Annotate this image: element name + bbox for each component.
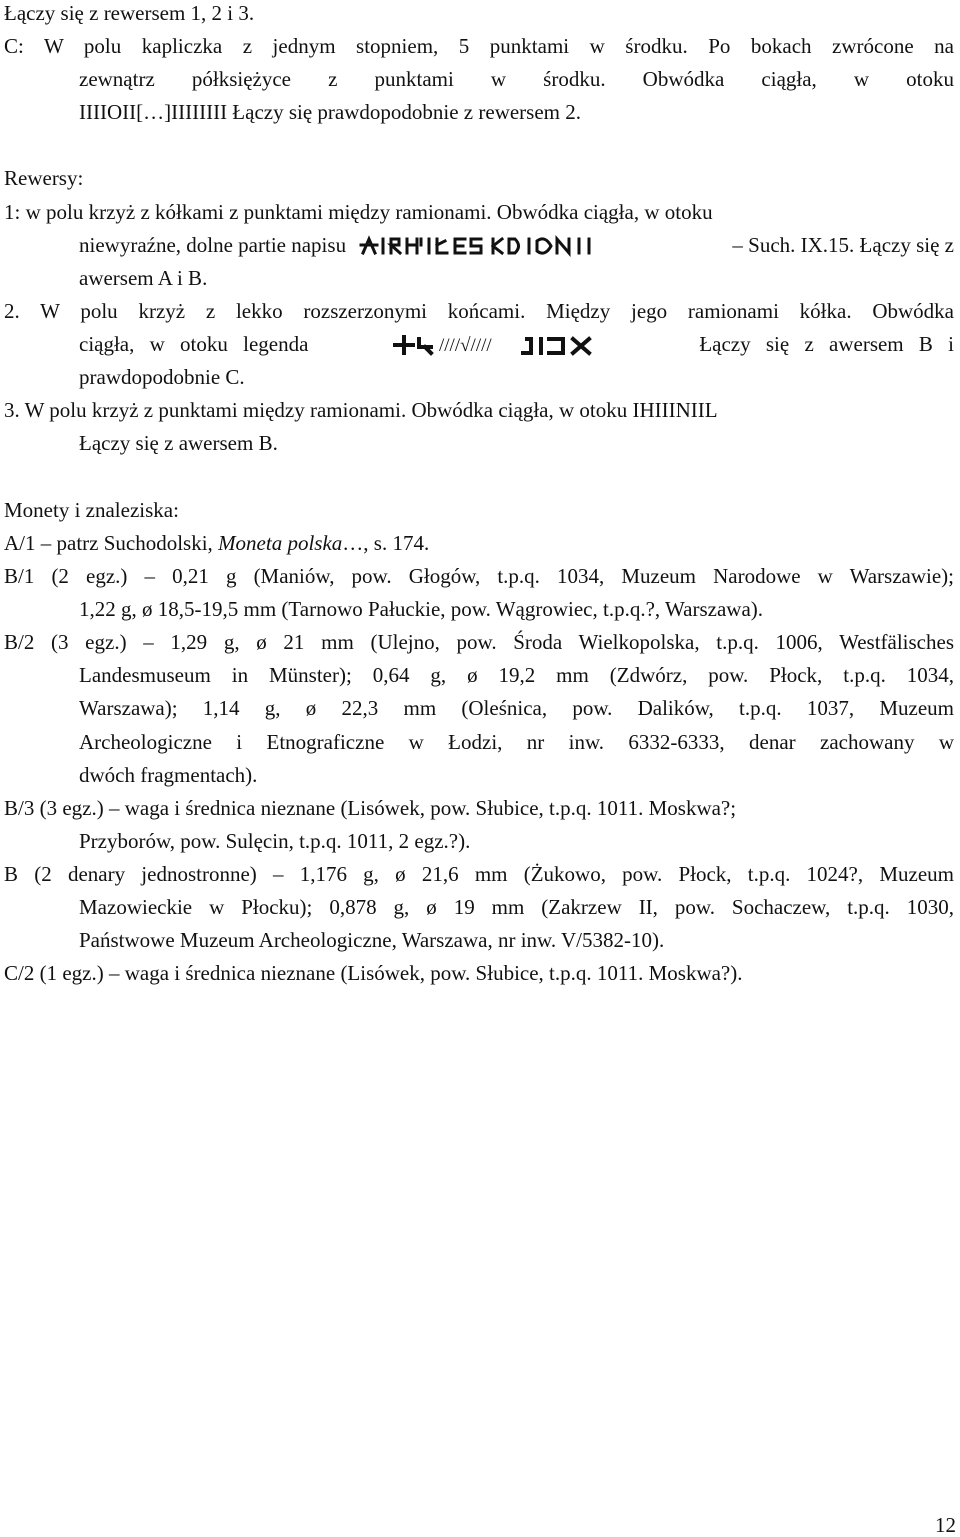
rewers-2-text-b: Łączy się z awersem B i — [699, 332, 954, 356]
rewers-1-line-2 — [79, 232, 954, 258]
rewers-2-line-3: prawdopodobnie C. — [79, 365, 245, 389]
intro-line-3: zewnątrz półksiężyce z punktami w środku. Obwódka ciągła, w otoku — [79, 67, 954, 91]
page-number: 12 — [935, 1513, 956, 1537]
monety-b2-line-5: dwóch fragmentach). — [79, 763, 258, 787]
legend-glyph-icon — [359, 233, 619, 257]
rewers-1-text-a: niewyraźne, dolne partie napisu — [79, 233, 347, 257]
monety-b2-line-4: Archeologiczne i Etnograficzne w Łodzi, nr inw. 6332-6333, denar zachowany w — [79, 730, 954, 754]
intro-line-1: Łączy się z rewersem 1, 2 i 3. — [4, 1, 255, 25]
intro-line-4: IIIIOII[…]IIIIIIII Łączy się prawdopodobnie z rewersem 2. — [79, 100, 582, 124]
monety-b1-line-1: B/1 (2 egz.) – 0,21 g (Maniów, pow. Głogów, t.p.q. 1034, Muzeum Narodowe w Warszawie); — [4, 564, 954, 588]
rewers-3-line-1: 3. W polu krzyż z punktami między ramionami. Obwódka ciągła, w otoku IHIIINIIL — [4, 398, 718, 422]
monety-b2-line-2: Landesmuseum in Münster); 0,64 g, ø 19,2 mm (Zdwórz, pow. Płock, t.p.q. 1034, — [79, 663, 954, 687]
monety-b-line-2: Mazowieckie w Płocku); 0,878 g, ø 19 mm (Zakrzew II, pow. Sochaczew, t.p.q. 1030, — [79, 895, 954, 919]
rewers-2-text-a: ciągła, w otoku legenda — [79, 332, 309, 356]
monety-a1-title: Moneta polska — [218, 531, 343, 555]
monety-b3-line-1: B/3 (3 egz.) – waga i średnica nieznane (Lisówek, pow. Słubice, t.p.q. 1011. Moskwa?; — [4, 796, 737, 820]
rewers-2-line-2 — [79, 331, 954, 357]
rewers-3-line-2: Łączy się z awersem B. — [79, 431, 278, 455]
rewers-1-line-1: 1: w polu krzyż z kółkami z punktami między ramionami. Obwódka ciągła, w otoku — [4, 200, 713, 224]
rewers-1-text-b: – Such. IX.15. Łączy się z — [732, 233, 954, 257]
monety-a1 — [4, 530, 429, 556]
rewersy-heading: Rewersy: — [4, 166, 84, 190]
rewers-1-line-3: awersem A i B. — [79, 266, 208, 290]
monety-b-line-3: Państwowe Muzeum Archeologiczne, Warszawa, nr inw. V/5382-10). — [79, 928, 665, 952]
rewers-2-line-1: 2. W polu krzyż z lekko rozszerzonymi końcami. Między jego ramionami kółka. Obwódka — [4, 299, 954, 323]
monety-b-line-1: B (2 denary jednostronne) – 1,176 g, ø 21,6 mm (Żukowo, pow. Płock, t.p.q. 1024?, Muzeum — [4, 862, 954, 886]
monety-heading: Monety i znaleziska: — [4, 498, 179, 522]
intro-line-2: C: W polu kapliczka z jednym stopniem, 5 punktami w środku. Po bokach zwrócone na — [4, 34, 954, 58]
monety-b1-line-2: 1,22 g, ø 18,5-19,5 mm (Tarnowo Pałuckie, pow. Wągrowiec, t.p.q.?, Warszawa). — [79, 597, 764, 621]
monety-b3-line-2: Przyborów, pow. Sulęcin, t.p.q. 1011, 2 egz.?). — [79, 829, 471, 853]
legend-glyph-2-icon — [391, 333, 621, 357]
monety-a1-post: …, s. 174. — [342, 531, 430, 555]
monety-b2-line-3: Warszawa); 1,14 g, ø 22,3 mm (Oleśnica, pow. Dalików, t.p.q. 1037, Muzeum — [79, 696, 954, 720]
monety-a1-pre: A/1 – patrz Suchodolski, — [4, 531, 213, 555]
monety-b2-line-1: B/2 (3 egz.) – 1,29 g, ø 21 mm (Ulejno, pow. Środa Wielkopolska, t.p.q. 1006, Westfälisches — [4, 630, 954, 654]
legend-glyph-2-text: ////√//// — [439, 335, 492, 356]
monety-c2-line-1: C/2 (1 egz.) – waga i średnica nieznane (Lisówek, pow. Słubice, t.p.q. 1011. Moskwa?). — [4, 961, 743, 985]
